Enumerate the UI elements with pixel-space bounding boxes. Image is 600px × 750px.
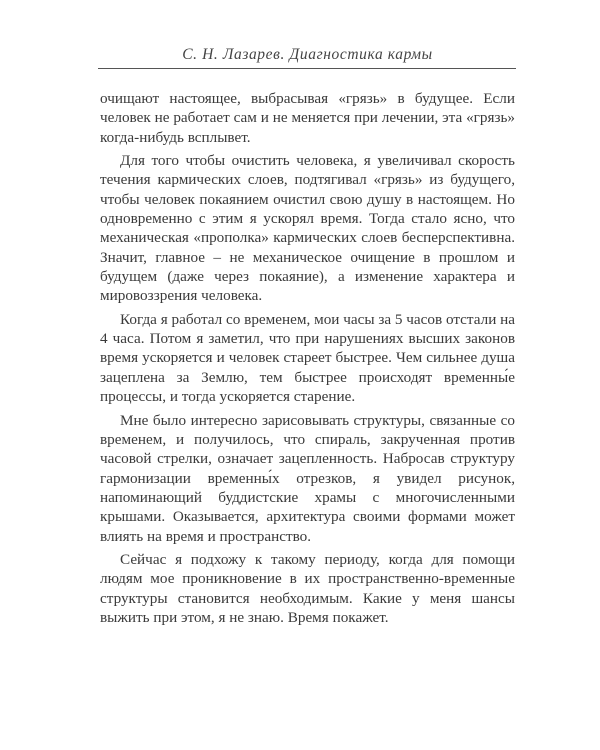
body-text xyxy=(100,89,515,627)
paragraph-1: очищают настоящее, выбрасывая «грязь» в будущее. Если человек не работает сам и не меняется при лечении, эта «грязь» когда-нибудь всплывет. xyxy=(100,90,515,146)
paragraph-3: Когда я работал со временем, мои часы за 5 часов отстали на 4 часа. Потом я заметил, что при нарушениях высших законов время ускоряется и человек стареет быстрее. Чем сильнее душа зацеплена за Землю, тем быстрее происходят временны́е процессы, и тогда ускоряется старение. xyxy=(100,310,515,406)
paragraph-2: Для того чтобы очистить человека, я увеличивал скорость течения кармических слоев, подтягивал «грязь» из будущего, чтобы человек покаянием очистил свою душу в настоящем. Но одновременно с этим я ускорял время. Тогда стало ясно, что механическая «прополка» кармических слоев бесперспективна. Значит, главное – не механическое очищение в прошлом и будущем (даже через покаяние), а изменение характера и мировоззрения человека. xyxy=(100,152,515,305)
header-rule xyxy=(98,68,516,69)
running-head-title: С. Н. Лазарев. Диагностика кармы xyxy=(182,46,433,63)
paragraph-4: Мне было интересно зарисовывать структуры, связанные со временем, и получилось, что спираль, закрученная против часовой стрелки, означает зацепленность. Набросав структуру гармонизации временны́х отрезков, я увидел рисунок, напоминающий буддистские храмы с многочисленными крышами. Оказывается, архитектура своими формами может влиять на время и пространство. xyxy=(100,411,515,545)
paragraph-5: Сейчас я подхожу к такому периоду, когда для помощи людям мое проникновение в их пространственно-временные структуры становится необходимым. Какие у меня шансы выжить при этом, я не знаю. Время покажет. xyxy=(100,550,515,626)
